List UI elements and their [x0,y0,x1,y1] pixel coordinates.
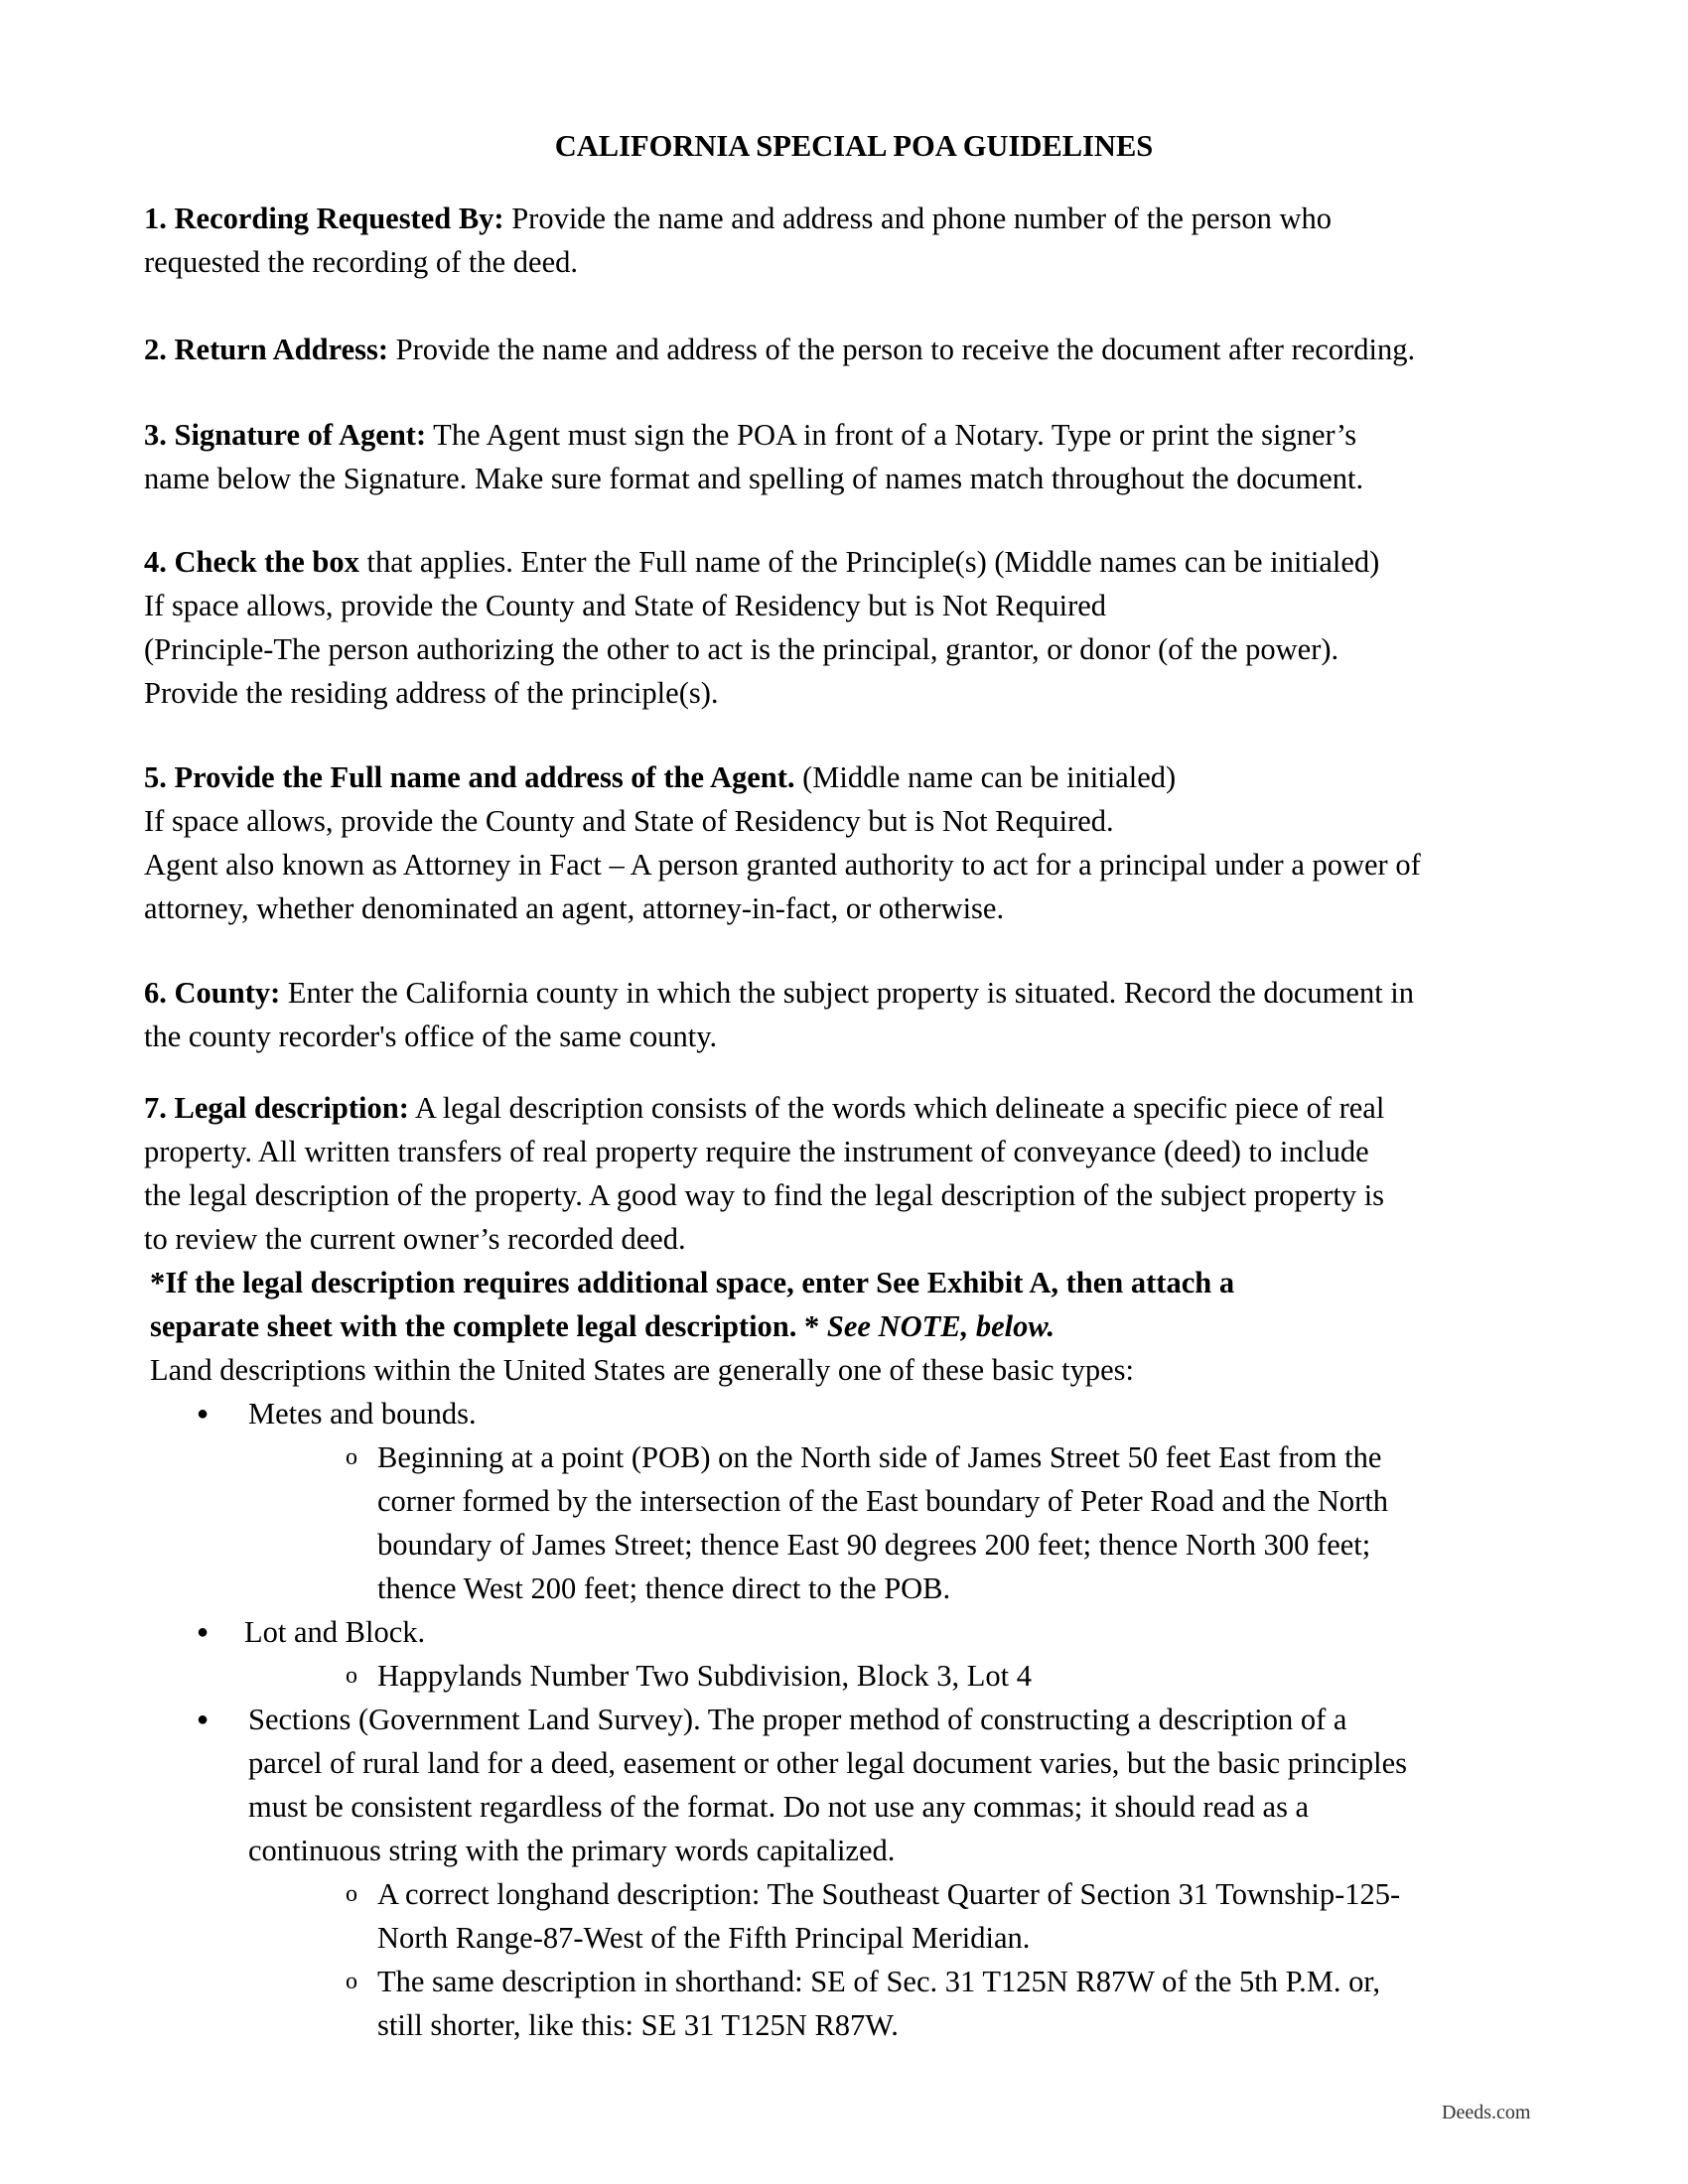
section-text: If space allows, provide the County and State of Residency but is Not Required [144,589,1107,622]
section-text: (Principle-The person authorizing the other to act is the principal, grantor, or donor (of the power). [144,632,1339,666]
section-text: Agent also known as Attorney in Fact – A person granted authority to act for a principal under a power of [144,848,1421,882]
section-text: the county recorder's office of the same county. [144,1020,718,1053]
sub-list-item [144,1654,1554,1698]
section-heading: 1. Recording Requested By: [144,202,504,235]
section-text: Provide the name and address of the person to receive the document after recording. [388,333,1416,366]
sub-list-item [144,1872,1554,1960]
example-text: The same description in shorthand: SE of Sec. 31 T125N R87W of the 5th P.M. or, [377,1965,1380,1998]
sub-list-item [144,1960,1554,2047]
example-text: corner formed by the intersection of the East boundary of Peter Road and the North [377,1484,1389,1518]
types-intro: Land descriptions within the United States are generally one of these basic types: [150,1353,1134,1387]
section-text: (Middle name can be initialed) [794,760,1177,794]
example-text: Beginning at a point (POB) on the North side of James Street 50 feet East from the [377,1440,1382,1474]
see-note-reference: See NOTE, below. [826,1309,1055,1343]
section-text: to review the current owner’s recorded deed. [144,1222,686,1256]
section-legal-description [144,1086,1554,2047]
section-heading: 2. Return Address: [144,333,388,366]
section-return-address [144,328,1554,371]
section-heading: 4. Check the box [144,545,359,579]
circle-bullet-icon: o [346,1444,357,1470]
section-text: Provide the name and address and phone number of the person who [503,202,1333,235]
section-recording-requested-by [144,197,1554,284]
circle-bullet-icon: o [346,1881,357,1907]
section-text: requested the recording of the deed. [144,245,578,279]
sub-list [144,1872,1554,2047]
section-text: Enter the California county in which the subject property is situated. Record the document in [280,976,1415,1010]
section-text: Provide the residing address of the principle(s). [144,676,719,710]
section-text: property. All written transfers of real property require the instrument of conveyance (deed) to include [144,1135,1369,1168]
section-text: If space allows, provide the County and State of Residency but is Not Required. [144,804,1114,838]
section-heading: 6. County: [144,976,281,1010]
footer-brand: Deeds.com [1442,2102,1531,2123]
list-item-label: Sections (Government Land Survey). The proper method of constructing a description of a [248,1703,1347,1736]
section-text: the legal description of the property. A good way to find the legal description of the subject property is [144,1178,1385,1212]
section-text: name below the Signature. Make sure format and spelling of names match throughout the document. [144,462,1364,495]
sub-list [248,1654,1554,1698]
circle-bullet-icon: o [346,1663,357,1689]
land-description-types [144,1392,1554,2047]
sub-list-item [144,1435,1554,1610]
list-item-text: must be consistent regardless of the format. Do not use any commas; it should read as a [248,1790,1310,1824]
sub-list [248,1435,1554,1610]
list-item-label: Lot and Block. [244,1615,426,1649]
example-text: boundary of James Street; thence East 90 degrees 200 feet; thence North 300 feet; [377,1528,1371,1562]
list-item-text: parcel of rural land for a deed, easement or other legal document varies, but the basic principles [248,1746,1407,1780]
list-item-metes-and-bounds [144,1392,1554,1610]
section-text: attorney, whether denominated an agent, attorney-in-fact, or otherwise. [144,891,1005,925]
example-text: A correct longhand description: The Southeast Quarter of Section 31 Township-125- [377,1877,1401,1911]
example-text: thence West 200 feet; thence direct to the POB. [377,1571,951,1605]
exhibit-note-line: separate sheet with the complete legal description. * [150,1309,827,1343]
section-text: that applies. Enter the Full name of the Principle(s) (Middle names can be initialed) [358,545,1380,579]
document-page [144,124,1554,2047]
bullet-icon: ● [197,1621,210,1643]
section-text: The Agent must sign the POA in front of a Notary. Type or print the signer’s [426,418,1357,452]
list-item-label: Metes and bounds. [248,1397,477,1431]
section-county [144,971,1554,1058]
exhibit-note [144,1261,1554,1348]
section-text: A legal description consists of the words which delineate a specific piece of real [408,1091,1385,1125]
circle-bullet-icon: o [346,1969,357,1994]
list-item-text: continuous string with the primary words capitalized. [248,1834,896,1867]
list-item-sections [144,1698,1554,2047]
bullet-icon: ● [197,1708,210,1730]
page-title: CALIFORNIA SPECIAL POA GUIDELINES [554,129,1154,163]
list-item-lot-and-block [144,1610,1554,1698]
section-heading: 5. Provide the Full name and address of the Agent. [144,760,795,794]
section-heading: 3. Signature of Agent: [144,418,427,452]
example-text: North Range-87-West of the Fifth Principal Meridian. [377,1921,1031,1955]
bullet-icon: ● [197,1403,210,1425]
section-agent-name-address [144,755,1554,930]
exhibit-note-line: *If the legal description requires additional space, enter See Exhibit A, then attach a [150,1266,1235,1299]
example-text: still shorter, like this: SE 31 T125N R87W. [377,2008,899,2042]
section-check-the-box [144,540,1554,715]
section-heading: 7. Legal description: [144,1091,409,1125]
example-text: Happylands Number Two Subdivision, Block 3, Lot 4 [377,1659,1032,1693]
section-signature-of-agent [144,413,1554,500]
